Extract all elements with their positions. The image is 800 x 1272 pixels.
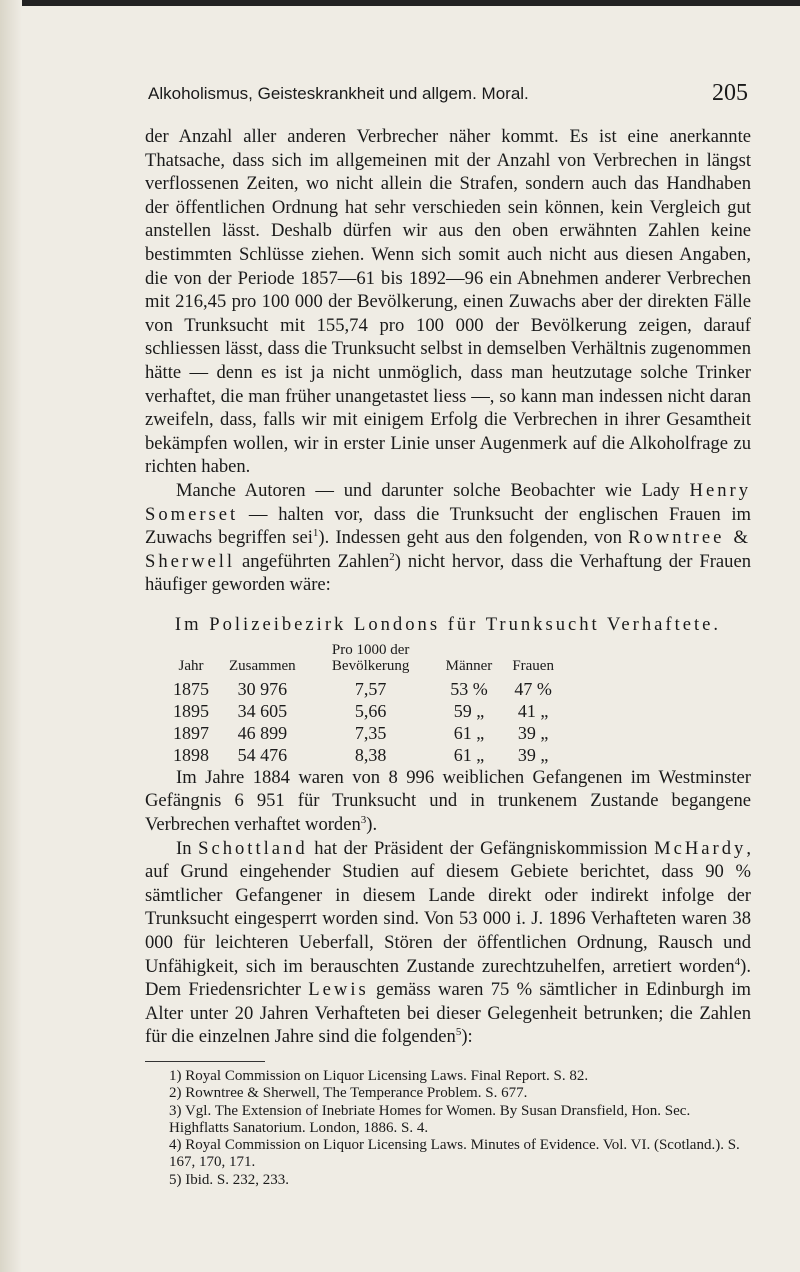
footnote-2: 2) Rowntree & Sherwell, The Temperance Problem. S. 677. xyxy=(169,1085,528,1102)
paragraph-2-text-d: angeführten Zahlen xyxy=(235,550,390,572)
person-name-mchardy: McHardy xyxy=(654,837,747,859)
paragraph-4 xyxy=(145,837,751,1049)
footnote-1: 1) Royal Commission on Liquor Licensing Laws. Final Report. S. 82. xyxy=(169,1068,589,1084)
footnote-ref-2[interactable]: 2 xyxy=(389,550,395,563)
paragraph-4-text-b: hat der Präsident der Gefängniskommission xyxy=(307,837,655,859)
paragraph-4-text-c: , auf Grund eingehender Studien auf diesem Gebiete berichtet, dass 90 % sämtlicher Gefangener in diesem Lande direkt oder indirekt infolge der Trunksucht eingesperrt worden sind. Von 53 000 i. J. 1896 Verhafteten waren 38 000 für leichteren Ueberfall, Stören der öffentlichen Ordnung, Rausch und Unfähigkeit, sich im berauschten Zustande zurechtzuhelfen, arretiert worden xyxy=(145,837,752,977)
footnote-divider xyxy=(145,1061,265,1062)
cell-per-1000: 7,35 xyxy=(354,722,387,743)
paragraph-2: Manche Autoren — und darunter solche Beobachter wie Lady Henry Somerset — halten vor, dass die Trunksucht der englischen Frauen im Zuwachs begriffen sei$^1$). Indessen geht aus den folgenden, von Rowntree & Sherwell angeführten Zahlen$^2$) nicht hervor, dass die Verhaftung der Frauen häufiger geworden wäre: xyxy=(145,479,751,596)
cell-per-1000: 7,57 xyxy=(354,678,387,699)
footnote-ref-5[interactable]: 5 xyxy=(455,1026,462,1039)
arrest-statistics-table xyxy=(163,642,564,766)
table-row xyxy=(163,722,564,744)
page-top-edge xyxy=(0,0,800,6)
cell-year: 1895 xyxy=(173,700,209,721)
place-name-schottland: Schottland xyxy=(198,837,308,859)
table-header-row xyxy=(163,642,564,678)
paragraph-4-text-e: gemäss waren 75 % sämtlicher in Edinburgh im Alter unter 20 Jahren Verhafteten bei dieser Gelegenheit betrunken; die Zahlen für die einzelnen Jahre sind die folgenden xyxy=(145,979,751,1048)
paragraph-2-text-c: . Indessen geht aus den folgenden, von xyxy=(324,527,629,549)
cell-total: 34 605 xyxy=(237,700,288,721)
person-name-somerset: Henry Somerset xyxy=(145,479,751,525)
page-number: 205 xyxy=(712,80,748,106)
col-header-year: Jahr xyxy=(178,657,204,674)
col-header-per-1000: Pro 1000 der Bevölkerung xyxy=(331,641,410,674)
footnote-ref-3[interactable]: 3 xyxy=(360,813,367,826)
page-gutter-shadow xyxy=(0,0,22,1272)
cell-year: 1875 xyxy=(173,678,209,699)
cell-men: 61 „ xyxy=(453,722,485,743)
cell-men: 61 „ xyxy=(453,744,485,765)
cell-women: 39 „ xyxy=(517,722,549,743)
cell-year: 1898 xyxy=(173,744,209,765)
cell-men: 53 % xyxy=(450,678,488,699)
cell-women: 41 „ xyxy=(517,700,549,721)
table-caption: Im Polizeibezirk Londons für Trunksucht Verhaftete. xyxy=(174,613,722,635)
cell-men: 59 „ xyxy=(453,700,485,721)
col-header-men: Männer xyxy=(445,657,493,674)
cell-total: 30 976 xyxy=(237,678,288,699)
cell-total: 54 476 xyxy=(237,744,288,765)
col-header-total: Zusammen xyxy=(229,657,296,674)
paragraph-3 xyxy=(145,766,751,837)
table-row xyxy=(163,744,564,766)
paragraph-4-text-d: ). Dem Friedensrichter xyxy=(145,955,751,1001)
cell-per-1000: 5,66 xyxy=(354,700,387,721)
running-header xyxy=(148,80,748,108)
cell-total: 46 899 xyxy=(237,722,288,743)
paragraph-2-text-e: ) nicht hervor, dass die Verhaftung der Frauen häufiger geworden wäre: xyxy=(145,550,751,596)
paragraph-1: der Anzahl aller anderen Verbrecher näher kommt. Es ist eine anerkannte Thatsache, dass sich im allgemeinen mit der Anzahl von Verbrechen in längst verflossenen Zeiten, wo nicht allein die Strafen, sondern auch das Handhaben der öffentlichen Ordnung hat sehr verschieden sein können, kein Vergleich gut anstellen lässt. Deshalb dürfen wir aus den oben erwähnten Zahlen keine bestimmten Schlüsse ziehen. Wenn sich somit auch nicht aus diesen Angaben, die von der Periode 1857—61 bis 1892—96 ein Abnehmen anderer Verbrechen mit 216,45 pro 100 000 der Bevölkerung, einen Zuwachs aber der direkten Fälle von Trunksucht mit 155,74 pro 100 000 der Bevölkerung zeigen, darauf schliessen lässt, dass die Trunksucht selbst in demselben Verhältnis zugenommen hätte — denn es ist ja nicht unmöglich, dass man heutzutage solche Trinker verhaftet, die man früher unangetastet liess —, so kann man indessen nicht daran zweifeln, dass, falls wir mit einigem Erfolg die Verbrechen in ihrer Gesamtheit bekämpfen wollen, wir in erster Linie unser Augenmerk auf die Alkoholfrage zu richten haben. xyxy=(145,126,751,478)
person-name-lewis: Lewis xyxy=(308,979,369,1001)
footnotes xyxy=(145,1068,751,1189)
paragraph-4-text-f: ): xyxy=(461,1026,473,1048)
person-name-rowntree: Rowntree & Sherwell xyxy=(145,527,751,572)
table-row xyxy=(163,700,564,722)
running-title: Alkoholismus, Geisteskrankheit und allgem. Moral. xyxy=(148,84,529,103)
paragraph-2-text-b: — halten vor, dass die Trunksucht der englischen Frauen im Zuwachs begriffen sei xyxy=(145,503,751,549)
col-header-women: Frauen xyxy=(512,657,554,674)
table-row xyxy=(163,678,564,700)
cell-women: 39 „ xyxy=(517,744,549,765)
footnote-4: 4) Royal Commission on Liquor Licensing Laws. Minutes of Evidence. Vol. VI. (Scotland.). S. 167, 170, 171. xyxy=(169,1137,740,1171)
cell-women: 47 % xyxy=(514,678,552,699)
paragraph-3-text-b: ). xyxy=(366,814,378,836)
paragraph-4-text-a: In xyxy=(176,837,199,859)
footnote-ref-4[interactable]: 4 xyxy=(734,955,741,968)
paragraph-2-text-a: Manche Autoren — und darunter solche Beobachter wie Lady xyxy=(176,479,680,501)
cell-per-1000: 8,38 xyxy=(354,744,387,765)
footnote-5: 5) Ibid. S. 232, 233. xyxy=(169,1171,289,1188)
paragraph-3-text-a: Im Jahre 1884 waren von 8 996 weiblichen Gefangenen im Westminster Gefängnis 6 951 für Trunksucht und in trunkenem Zustande begangene Verbrechen verhaftet worden xyxy=(145,766,751,836)
cell-year: 1897 xyxy=(173,722,209,743)
page-body xyxy=(145,125,751,1189)
footnote-ref-1[interactable]: 1 xyxy=(312,526,319,539)
footnote-3: 3) Vgl. The Extension of Inebriate Homes for Women. By Susan Dransfield, Hon. Sec. Highflatts Sanatorium. London, 1886. S. 4. xyxy=(169,1102,691,1136)
